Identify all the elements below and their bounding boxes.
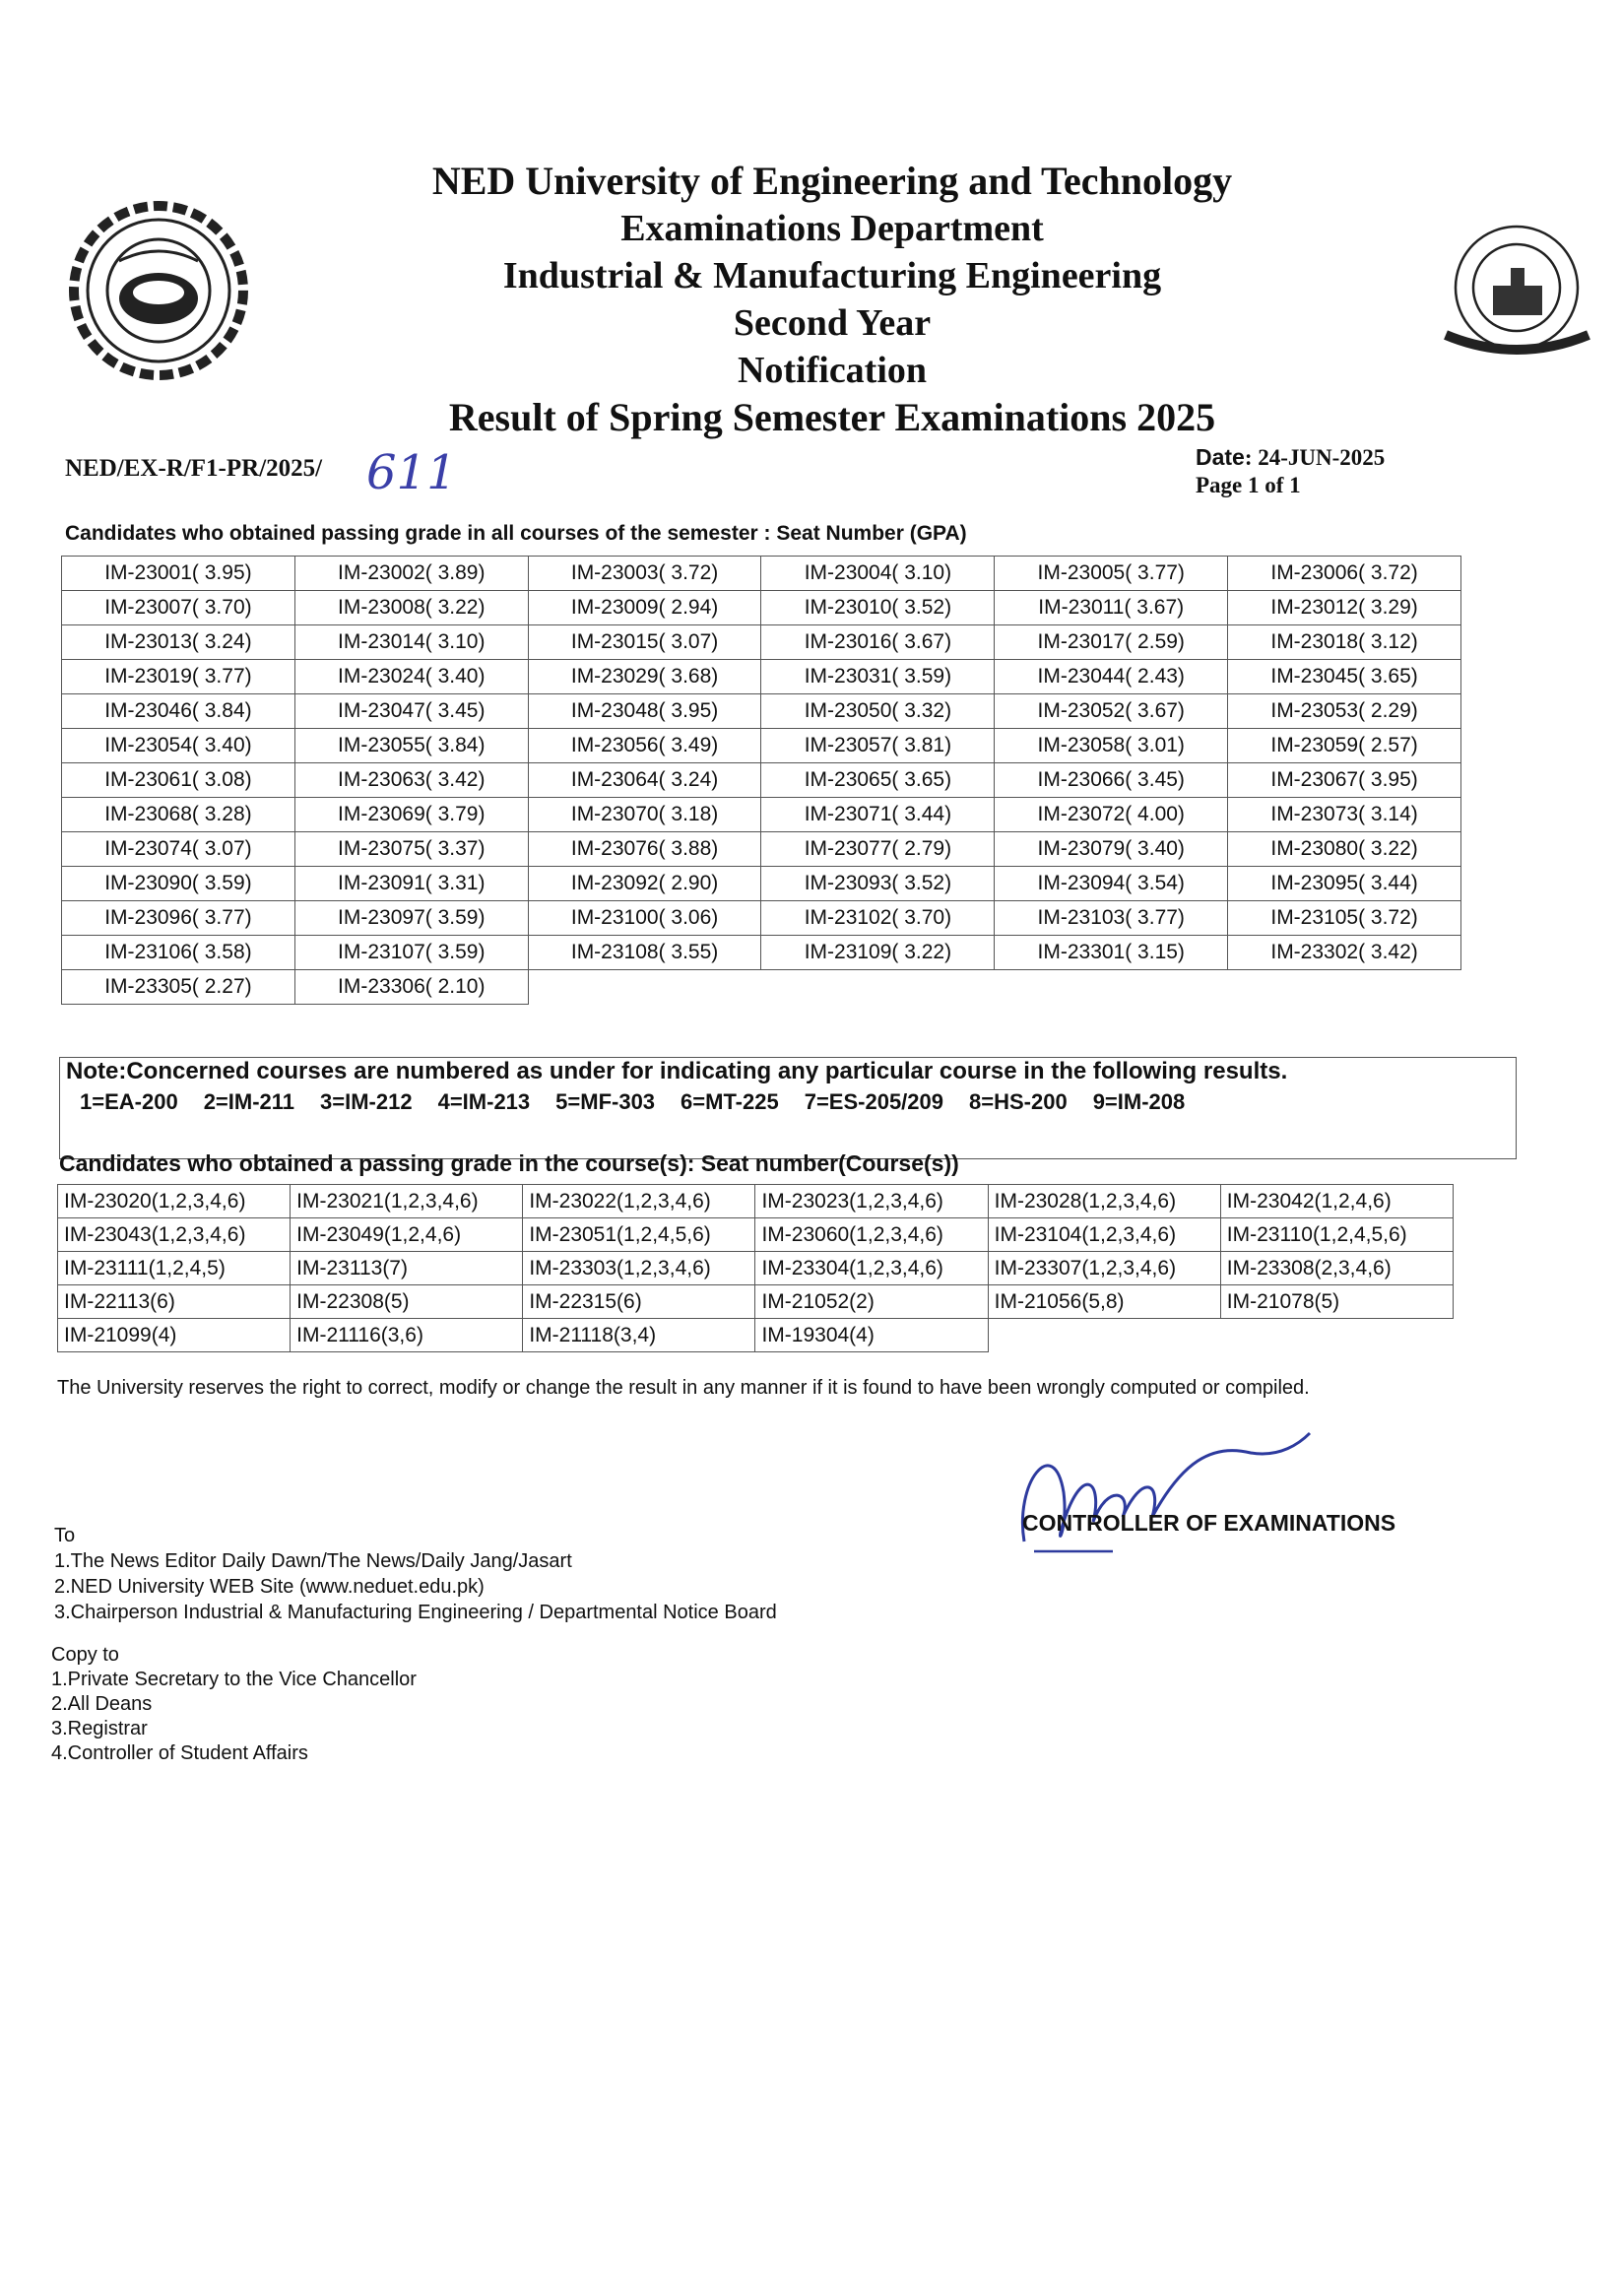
course-cell: IM-23023(1,2,3,4,6) — [755, 1185, 988, 1218]
course-cell: IM-21056(5,8) — [988, 1285, 1220, 1319]
course-cell: IM-21116(3,6) — [291, 1319, 523, 1352]
gpa-cell: IM-23011( 3.67) — [995, 591, 1228, 625]
table-row — [62, 660, 1461, 694]
gpa-cell: IM-23301( 3.15) — [995, 936, 1228, 970]
table-row — [58, 1285, 1454, 1319]
course-code: 7=ES-205/209 — [804, 1089, 943, 1114]
course-code-list — [80, 1089, 1510, 1115]
gpa-section-title: Candidates who obtained passing grade in all courses of the semester : Seat Number (GPA) — [65, 522, 967, 545]
recipient-item: 2.NED University WEB Site (www.neduet.edu.pk) — [54, 1576, 485, 1598]
gpa-cell: IM-23019( 3.77) — [62, 660, 295, 694]
course-cell: IM-22113(6) — [58, 1285, 291, 1319]
distribution-copy — [51, 1643, 417, 1766]
table-row — [62, 625, 1461, 660]
document-header — [325, 158, 1339, 441]
gpa-cell: IM-23103( 3.77) — [995, 901, 1228, 936]
course-cell: IM-23060(1,2,3,4,6) — [755, 1218, 988, 1252]
table-row — [62, 694, 1461, 729]
course-table — [57, 1184, 1454, 1352]
gpa-cell — [995, 970, 1228, 1005]
gpa-cell — [761, 970, 995, 1005]
copy-recipient-item: 4.Controller of Student Affairs — [51, 1742, 308, 1764]
table-row — [62, 867, 1461, 901]
distribution-to — [54, 1523, 777, 1625]
course-cell: IM-23028(1,2,3,4,6) — [988, 1185, 1220, 1218]
to-label: To — [54, 1525, 76, 1546]
course-note-box — [59, 1057, 1517, 1159]
centenary-logo — [1436, 217, 1598, 374]
gpa-cell: IM-23044( 2.43) — [995, 660, 1228, 694]
gpa-cell: IM-23054( 3.40) — [62, 729, 295, 763]
gpa-cell: IM-23029( 3.68) — [528, 660, 761, 694]
gpa-cell: IM-23013( 3.24) — [62, 625, 295, 660]
gpa-cell: IM-23070( 3.18) — [528, 798, 761, 832]
course-cell: IM-22308(5) — [291, 1285, 523, 1319]
course-cell: IM-23111(1,2,4,5) — [58, 1252, 291, 1285]
gpa-cell: IM-23004( 3.10) — [761, 557, 995, 591]
gpa-cell: IM-23068( 3.28) — [62, 798, 295, 832]
gpa-cell: IM-23059( 2.57) — [1228, 729, 1461, 763]
gpa-cell: IM-23014( 3.10) — [294, 625, 528, 660]
gpa-cell: IM-23090( 3.59) — [62, 867, 295, 901]
gpa-cell: IM-23064( 3.24) — [528, 763, 761, 798]
gpa-cell: IM-23009( 2.94) — [528, 591, 761, 625]
course-cell: IM-23042(1,2,4,6) — [1220, 1185, 1453, 1218]
course-cell: IM-23020(1,2,3,4,6) — [58, 1185, 291, 1218]
gpa-cell: IM-23016( 3.67) — [761, 625, 995, 660]
gpa-cell: IM-23005( 3.77) — [995, 557, 1228, 591]
gpa-cell: IM-23063( 3.42) — [294, 763, 528, 798]
signatory-title: CONTROLLER OF EXAMINATIONS — [1022, 1510, 1396, 1536]
table-row — [62, 763, 1461, 798]
gpa-cell: IM-23055( 3.84) — [294, 729, 528, 763]
course-cell: IM-19304(4) — [755, 1319, 988, 1352]
gpa-cell: IM-23079( 3.40) — [995, 832, 1228, 867]
gpa-cell: IM-23074( 3.07) — [62, 832, 295, 867]
gpa-cell: IM-23017( 2.59) — [995, 625, 1228, 660]
date-value: : 24-JUN-2025 — [1244, 445, 1386, 470]
gpa-cell: IM-23047( 3.45) — [294, 694, 528, 729]
ned-university-logo — [65, 192, 252, 389]
course-code: 6=MT-225 — [681, 1089, 779, 1114]
course-cell: IM-21099(4) — [58, 1319, 291, 1352]
gpa-cell: IM-23077( 2.79) — [761, 832, 995, 867]
reference-number: NED/EX-R/F1-PR/2025/ — [65, 455, 323, 482]
gpa-cell: IM-23072( 4.00) — [995, 798, 1228, 832]
copy-recipient-item: 3.Registrar — [51, 1718, 148, 1739]
gpa-cell: IM-23302( 3.42) — [1228, 936, 1461, 970]
table-row — [62, 557, 1461, 591]
gpa-cell: IM-23061( 3.08) — [62, 763, 295, 798]
gpa-cell: IM-23056( 3.49) — [528, 729, 761, 763]
course-cell: IM-23304(1,2,3,4,6) — [755, 1252, 988, 1285]
program-name: Industrial & Manufacturing Engineering — [502, 255, 1162, 296]
copy-recipient-item: 1.Private Secretary to the Vice Chancellor — [51, 1669, 417, 1690]
gpa-cell: IM-23096( 3.77) — [62, 901, 295, 936]
course-code: 4=IM-213 — [437, 1089, 531, 1114]
gpa-cell: IM-23076( 3.88) — [528, 832, 761, 867]
course-cell: IM-21052(2) — [755, 1285, 988, 1319]
gpa-cell: IM-23024( 3.40) — [294, 660, 528, 694]
course-cell: IM-23104(1,2,3,4,6) — [988, 1218, 1220, 1252]
course-section-title: Candidates who obtained a passing grade in the course(s): Seat number(Course(s)) — [59, 1150, 959, 1176]
course-code: 9=IM-208 — [1092, 1089, 1186, 1114]
gpa-cell — [1228, 970, 1461, 1005]
gpa-cell: IM-23048( 3.95) — [528, 694, 761, 729]
handwritten-ref: 611 — [366, 445, 457, 500]
course-cell — [1220, 1319, 1453, 1352]
gpa-cell: IM-23075( 3.37) — [294, 832, 528, 867]
gpa-cell: IM-23097( 3.59) — [294, 901, 528, 936]
gpa-cell: IM-23001( 3.95) — [62, 557, 295, 591]
page-indicator: Page 1 of 1 — [1196, 473, 1301, 497]
course-code: 2=IM-211 — [203, 1089, 295, 1114]
gpa-cell: IM-23067( 3.95) — [1228, 763, 1461, 798]
gpa-cell: IM-23052( 3.67) — [995, 694, 1228, 729]
course-cell: IM-23307(1,2,3,4,6) — [988, 1252, 1220, 1285]
gpa-table — [61, 556, 1461, 1005]
course-cell: IM-23110(1,2,4,5,6) — [1220, 1218, 1453, 1252]
gpa-cell: IM-23007( 3.70) — [62, 591, 295, 625]
gpa-cell: IM-23069( 3.79) — [294, 798, 528, 832]
course-cell: IM-23043(1,2,3,4,6) — [58, 1218, 291, 1252]
gpa-cell: IM-23100( 3.06) — [528, 901, 761, 936]
doc-type: Notification — [737, 350, 928, 391]
gpa-cell: IM-23305( 2.27) — [62, 970, 295, 1005]
gpa-cell: IM-23010( 3.52) — [761, 591, 995, 625]
disclaimer: The University reserves the right to correct, modify or change the result in any manner if it is found to have been wrongly computed or compiled. — [57, 1377, 1310, 1399]
course-cell: IM-21118(3,4) — [523, 1319, 755, 1352]
gpa-cell: IM-23108( 3.55) — [528, 936, 761, 970]
gpa-cell: IM-23093( 3.52) — [761, 867, 995, 901]
course-cell: IM-23308(2,3,4,6) — [1220, 1252, 1453, 1285]
gpa-cell: IM-23107( 3.59) — [294, 936, 528, 970]
course-cell: IM-23021(1,2,3,4,6) — [291, 1185, 523, 1218]
gpa-cell: IM-23018( 3.12) — [1228, 625, 1461, 660]
gpa-cell: IM-23095( 3.44) — [1228, 867, 1461, 901]
controller-signature — [995, 1404, 1320, 1571]
table-row — [58, 1252, 1454, 1285]
table-row — [62, 832, 1461, 867]
table-row — [62, 798, 1461, 832]
course-code: 3=IM-212 — [320, 1089, 413, 1114]
course-cell: IM-21078(5) — [1220, 1285, 1453, 1319]
gpa-cell: IM-23071( 3.44) — [761, 798, 995, 832]
table-row — [62, 591, 1461, 625]
gpa-cell: IM-23109( 3.22) — [761, 936, 995, 970]
gpa-cell: IM-23080( 3.22) — [1228, 832, 1461, 867]
gpa-cell: IM-23091( 3.31) — [294, 867, 528, 901]
gpa-cell: IM-23102( 3.70) — [761, 901, 995, 936]
gpa-cell: IM-23012( 3.29) — [1228, 591, 1461, 625]
gpa-cell: IM-23066( 3.45) — [995, 763, 1228, 798]
result-title: Result of Spring Semester Examinations 2025 — [448, 395, 1216, 439]
course-code: 1=EA-200 — [80, 1089, 178, 1114]
gpa-cell: IM-23094( 3.54) — [995, 867, 1228, 901]
table-row — [62, 901, 1461, 936]
gpa-cell: IM-23057( 3.81) — [761, 729, 995, 763]
gpa-cell: IM-23031( 3.59) — [761, 660, 995, 694]
date-block — [1196, 443, 1385, 499]
recipient-item: 3.Chairperson Industrial & Manufacturing Engineering / Departmental Notice Board — [54, 1602, 777, 1623]
table-row — [62, 970, 1461, 1005]
gpa-cell: IM-23002( 3.89) — [294, 557, 528, 591]
table-row — [58, 1185, 1454, 1218]
gpa-cell: IM-23065( 3.65) — [761, 763, 995, 798]
gpa-cell: IM-23058( 3.01) — [995, 729, 1228, 763]
gpa-cell: IM-23306( 2.10) — [294, 970, 528, 1005]
gpa-cell: IM-23073( 3.14) — [1228, 798, 1461, 832]
gpa-cell: IM-23046( 3.84) — [62, 694, 295, 729]
gpa-cell: IM-23003( 3.72) — [528, 557, 761, 591]
course-cell: IM-22315(6) — [523, 1285, 755, 1319]
gpa-cell: IM-23006( 3.72) — [1228, 557, 1461, 591]
department-name: Examinations Department — [620, 208, 1044, 249]
gpa-cell: IM-23092( 2.90) — [528, 867, 761, 901]
gpa-cell: IM-23105( 3.72) — [1228, 901, 1461, 936]
gpa-cell: IM-23015( 3.07) — [528, 625, 761, 660]
gpa-cell: IM-23106( 3.58) — [62, 936, 295, 970]
course-cell: IM-23049(1,2,4,6) — [291, 1218, 523, 1252]
copy-label: Copy to — [51, 1644, 119, 1666]
course-code: 8=HS-200 — [969, 1089, 1068, 1114]
course-cell — [988, 1319, 1220, 1352]
gpa-cell: IM-23053( 2.29) — [1228, 694, 1461, 729]
gpa-cell — [528, 970, 761, 1005]
recipient-item: 1.The News Editor Daily Dawn/The News/Daily Jang/Jasart — [54, 1550, 572, 1572]
course-cell: IM-23051(1,2,4,5,6) — [523, 1218, 755, 1252]
table-row — [58, 1218, 1454, 1252]
date-label: Date — [1196, 444, 1245, 470]
course-cell: IM-23113(7) — [291, 1252, 523, 1285]
table-row — [62, 936, 1461, 970]
course-cell: IM-23303(1,2,3,4,6) — [523, 1252, 755, 1285]
year-label: Second Year — [733, 302, 932, 344]
university-name: NED University of Engineering and Technology — [431, 159, 1233, 203]
gpa-cell: IM-23008( 3.22) — [294, 591, 528, 625]
course-cell: IM-23022(1,2,3,4,6) — [523, 1185, 755, 1218]
note-title: Note:Concerned courses are numbered as under for indicating any particular course in the following results. — [66, 1058, 1288, 1084]
gpa-cell: IM-23050( 3.32) — [761, 694, 995, 729]
copy-recipient-item: 2.All Deans — [51, 1693, 153, 1715]
gpa-cell: IM-23045( 3.65) — [1228, 660, 1461, 694]
table-row — [58, 1319, 1454, 1352]
course-code: 5=MF-303 — [555, 1089, 656, 1114]
table-row — [62, 729, 1461, 763]
